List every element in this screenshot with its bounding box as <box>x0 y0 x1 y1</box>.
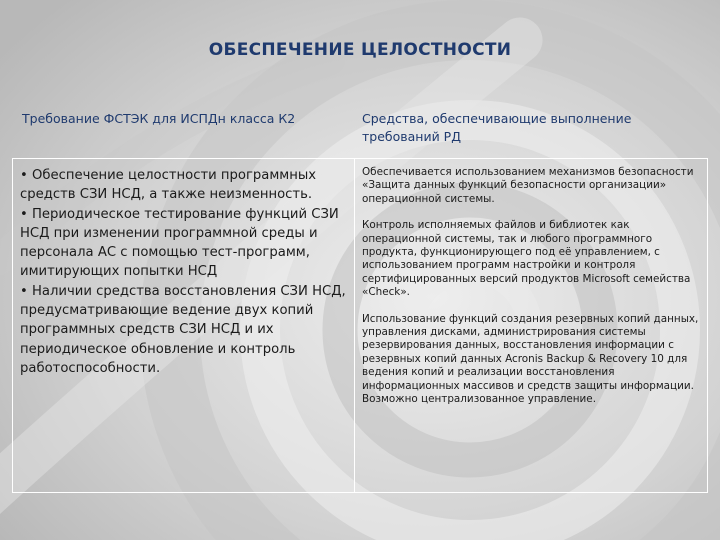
means-list <box>362 166 702 420</box>
means-item: Обеспечивается использованием механизмов безопасности «Защита данных функций безопасности организации» операционной системы. <box>362 166 694 205</box>
column-header-requirement: Требование ФСТЭК для ИСПДн класса К2 <box>22 111 296 126</box>
column-divider <box>354 159 355 492</box>
means-item: Контроль исполняемых файлов и библиотек как операционной системы, так и любого программного продукта, функционирующего под её управлением, с использованием программ настройки и контроля сертифицированных версий продуктов Microsoft семейства «Check». <box>362 219 691 299</box>
means-item: Использование функций создания резервных копий данных, управления дисками, администрирования системы резервирования данных, восстановления информации с резервных копий данных Acronis Backup & Recovery 10 для ведения копий и реализации восстановления информационных массивов и средств защиты информации. Возможно централизованное управление. <box>362 312 699 406</box>
requirement-item: • Периодическое тестирование функций СЗИ НСД при изменении программной среды и персонала АС с помощью тест-программ, имитирующих попытки НСД <box>20 206 339 280</box>
column-header-means: Средства, обеспечивающие выполнение требований РД <box>362 111 632 144</box>
requirement-item: • Обеспечение целостности программных средств СЗИ НСД, а также неизменность. <box>20 168 317 203</box>
requirement-list <box>20 166 350 378</box>
slide-title: ОБЕСПЕЧЕНИЕ ЦЕЛОСТНОСТИ <box>208 40 512 60</box>
requirement-item: • Наличии средства восстановления СЗИ НСД, предусматривающие ведение двух копий программных средств СЗИ НСД и их периодическое обновление и контроль работоспособности. <box>20 283 346 376</box>
